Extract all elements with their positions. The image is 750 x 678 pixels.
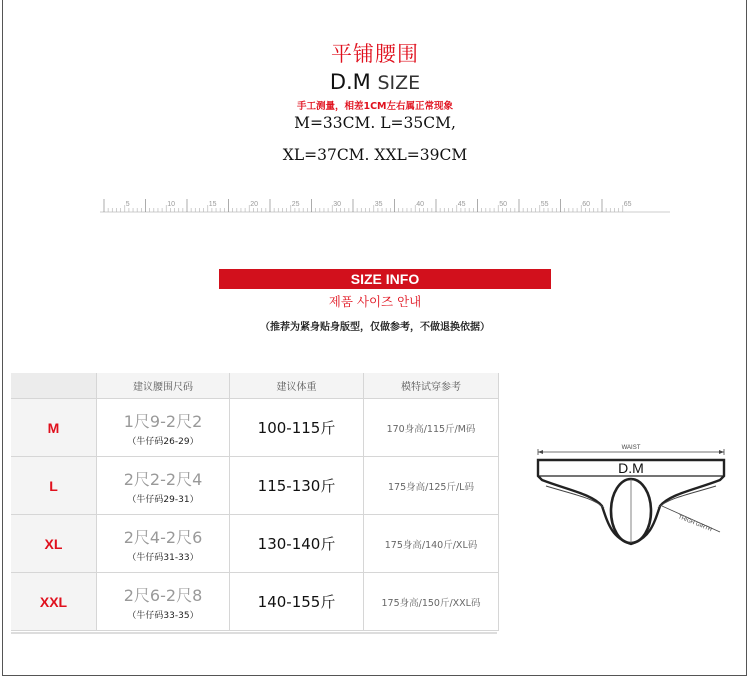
size-info-banner: SIZE INFO (219, 269, 551, 289)
table-bottom-rule (11, 632, 497, 634)
weight-cell: 140-155斤 (230, 573, 364, 631)
model-cell: 175身高/140斤/XL码 (364, 515, 499, 573)
ruler-label: 65 (623, 201, 632, 208)
briefs-diagram (524, 440, 734, 550)
table-header-model: 模特试穿参考 (364, 373, 499, 399)
ruler-label: 15 (208, 201, 217, 208)
jeans-size: （牛仔码31-33） (127, 552, 199, 563)
ruler-label: 20 (250, 201, 259, 208)
measuring-ruler (100, 195, 670, 217)
waist-range: 1尺9-2尺2 (123, 411, 203, 431)
table-row (11, 515, 499, 573)
diagram-brand: D.M (618, 460, 644, 476)
waist-label: WAIST (621, 445, 641, 451)
waist-cell (97, 573, 230, 631)
waist-cell (97, 457, 230, 515)
ruler-label: 10 (167, 201, 176, 208)
waist-sizes-line-1: M=33CM. L=35CM, (294, 114, 456, 132)
table-header-waist: 建议腰围尺码 (97, 373, 230, 399)
model-cell: 175身高/125斤/L码 (364, 457, 499, 515)
model-cell: 170身高/115斤/M码 (364, 399, 499, 457)
table-header-blank (11, 373, 97, 399)
fit-disclaimer: （推荐为紧身贴身版型，仅做参考，不做退换依据） (260, 322, 490, 333)
ruler-label: 5 (125, 201, 130, 208)
ruler-label: 55 (540, 201, 549, 208)
size-cell: XL (11, 515, 97, 573)
brand-heading (0, 70, 750, 94)
brand-size-suffix: SIZE (377, 72, 421, 94)
weight-cell: 130-140斤 (230, 515, 364, 573)
jeans-size: （牛仔码26-29） (127, 436, 199, 447)
thigh-girth-label: THIGH GIRTH (677, 514, 713, 534)
ruler-label: 60 (582, 201, 591, 208)
waist-range: 2尺4-2尺6 (123, 527, 203, 547)
table-row (11, 457, 499, 515)
waist-cell (97, 399, 230, 457)
table-row (11, 399, 499, 457)
size-cell: M (11, 399, 97, 457)
ruler-label: 50 (499, 201, 508, 208)
jeans-size: （牛仔码29-31） (127, 494, 199, 505)
ruler-label: 30 (333, 201, 342, 208)
korean-subtitle: 제품 사이즈 안내 (328, 294, 422, 309)
waist-range: 2尺2-2尺4 (123, 469, 203, 489)
table-row (11, 573, 499, 631)
table-header-weight: 建议体重 (230, 373, 364, 399)
jeans-size: （牛仔码33-35） (127, 610, 199, 621)
ruler-label: 35 (374, 201, 383, 208)
model-cell: 175身高/150斤/XXL码 (364, 573, 499, 631)
weight-cell: 115-130斤 (230, 457, 364, 515)
waist-title: 平铺腰围 (331, 42, 419, 66)
waist-range: 2尺6-2尺8 (123, 585, 203, 605)
weight-cell: 100-115斤 (230, 399, 364, 457)
waist-sizes-line-2: XL=37CM. XXL=39CM (282, 146, 468, 164)
ruler-label: 25 (291, 201, 300, 208)
measurement-note: 手工测量，相差1CM左右属正常现象 (296, 101, 454, 112)
size-cell: L (11, 457, 97, 515)
size-cell: XXL (11, 573, 97, 631)
table-header-row (11, 373, 499, 399)
waist-cell (97, 515, 230, 573)
brand-name: D.M (329, 70, 371, 94)
size-table (11, 373, 499, 631)
ruler-label: 45 (457, 201, 466, 208)
ruler-label: 40 (416, 201, 425, 208)
